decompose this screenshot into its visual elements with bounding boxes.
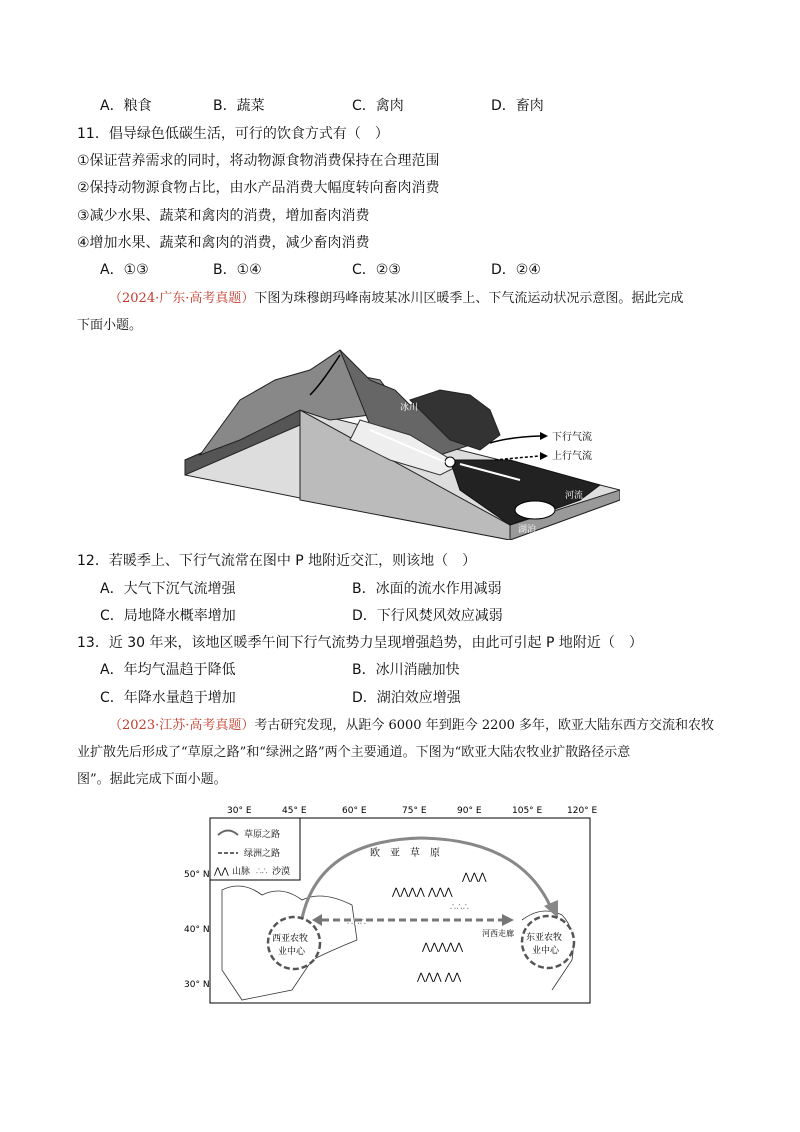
stream-label: 河流 xyxy=(565,491,584,501)
intro2-source: （2023·江苏·高考真题） xyxy=(109,718,255,733)
desert-symbols-2: ∴∴∴ xyxy=(450,902,470,913)
q10-option-d: D．畜肉 xyxy=(491,98,544,114)
legend-desert-symbol: ∴∴ xyxy=(256,867,268,877)
intro1-source: （2024·广东·高考真题） xyxy=(109,291,255,306)
lon-label-30e: 30° E xyxy=(227,806,252,816)
q13-option-d: D．湖泊效应增强 xyxy=(352,690,461,706)
lon-label-60e: 60° E xyxy=(342,806,367,816)
q10-option-c: C．禽肉 xyxy=(352,98,404,114)
q13-option-a: A．年均气温趋于降低 xyxy=(100,662,236,678)
mountain-symbols-1: ⋀⋀⋀⋀ ⋀⋀⋀ xyxy=(392,887,453,898)
corridor-label: 河西走廊 xyxy=(482,929,514,938)
eurasia-diffusion-map xyxy=(182,800,622,1010)
q11-item-1: ①保证营养需求的同时，将动物源食物消费保持在合理范围 xyxy=(77,153,440,169)
intro1-line1 xyxy=(109,290,683,308)
point-p xyxy=(445,457,455,467)
legend-up-label: 上行气流 xyxy=(552,451,592,462)
intro1-line2: 下面小题。 xyxy=(77,318,143,333)
intro2-text: 考古研究发现，从距今 6000 年到距今 2200 多年，欧亚大陆东西方交流和农牧 xyxy=(254,718,715,733)
west-center-label-1: 西亚农牧 xyxy=(272,934,309,944)
east-center-label-1: 东亚农牧 xyxy=(526,933,563,943)
q12-option-d: D．下行风焚风效应减弱 xyxy=(352,608,503,624)
lon-label-105e: 105° E xyxy=(512,806,543,816)
q11-item-4: ④增加水果、蔬菜和禽肉的消费，减少畜肉消费 xyxy=(77,235,370,251)
q12-stem: 12．若暖季上、下行气流常在图中 P 地附近交汇，则该地（ ） xyxy=(77,553,477,569)
mountain-symbols-3: ⋀⋀⋀ ⋀⋀ xyxy=(417,972,462,983)
legend-up-arrow xyxy=(495,456,540,460)
q11-option-d: D．②④ xyxy=(491,262,541,278)
glacier-airflow-figure xyxy=(180,340,620,540)
lat-label-30n: 30° N xyxy=(184,980,210,990)
lon-label-75e: 75° E xyxy=(402,806,427,816)
q11-stem: 11．倡导绿色低碳生活，可行的饮食方式有（ ） xyxy=(77,126,389,142)
q13-stem: 13．近 30 年来，该地区暖季午间下行气流势力呈现增强趋势，由此可引起 P 地附近（ ） xyxy=(77,635,643,651)
q12-option-b: B．冰面的流水作用减弱 xyxy=(352,581,502,597)
legend-mountain-symbol: ⋀⋀ xyxy=(214,867,229,877)
intro2-line3: 图”。据此完成下面小题。 xyxy=(77,772,227,787)
mountain-symbols-2: ⋀⋀⋀⋀⋀ xyxy=(422,942,464,953)
intro1-text: 下图为珠穆朗玛峰南坡某冰川区暖季上、下气流运动状况示意图。据此完成 xyxy=(254,291,684,306)
q11-item-3: ③减少水果、蔬菜和禽肉的消费，增加畜肉消费 xyxy=(77,208,370,224)
q10-option-a: A．粮食 xyxy=(100,98,152,114)
lon-label-120e: 120° E xyxy=(567,806,598,816)
legend-down-arrowhead xyxy=(540,432,548,440)
lon-label-90e: 90° E xyxy=(457,806,482,816)
q12-option-a: A．大气下沉气流增强 xyxy=(100,581,236,597)
steppe-region-label: 欧 亚 草 原 xyxy=(370,848,440,859)
q11-option-a: A．①③ xyxy=(100,262,149,278)
legend-mountain-label: 山脉 xyxy=(232,867,251,877)
q10-option-b: B．蔬菜 xyxy=(213,98,265,114)
q11-item-2: ②保持动物源食物占比，由水产品消费大幅度转向畜肉消费 xyxy=(77,180,440,196)
legend-down-label: 下行气流 xyxy=(552,432,592,443)
desert-symbols-1: ∴∴∴ xyxy=(347,917,367,928)
lake xyxy=(515,501,555,519)
lat-label-50n: 50° N xyxy=(184,870,210,880)
east-center-label-2: 业中心 xyxy=(532,946,560,956)
q12-option-c: C．局地降水概率增加 xyxy=(100,608,236,624)
q11-option-c: C．②③ xyxy=(352,262,401,278)
lake-label: 湖泊 xyxy=(518,525,537,535)
q11-option-b: B．①④ xyxy=(213,262,262,278)
legend-oasis-label: 绿洲之路 xyxy=(244,849,281,859)
legend-desert-label: 沙漠 xyxy=(272,867,291,877)
west-center-label-2: 业中心 xyxy=(278,947,306,957)
intro2-line2: 业扩散先后形成了“草原之路”和“绿洲之路”两个主要通道。下图为“欧亚大陆农牧业扩散路径示意 xyxy=(77,745,631,760)
mountain-symbols-4: ⋀⋀⋀ xyxy=(462,872,487,883)
legend-steppe-label: 草原之路 xyxy=(244,830,281,840)
lon-label-45e: 45° E xyxy=(282,806,307,816)
q13-option-c: C．年降水量趋于增加 xyxy=(100,690,236,706)
legend-up-arrowhead xyxy=(540,452,548,460)
lat-label-40n: 40° N xyxy=(184,925,210,935)
glacier-label: 冰川 xyxy=(400,403,419,413)
intro2-line1 xyxy=(109,717,714,735)
q13-option-b: B．冰川消融加快 xyxy=(352,662,460,678)
